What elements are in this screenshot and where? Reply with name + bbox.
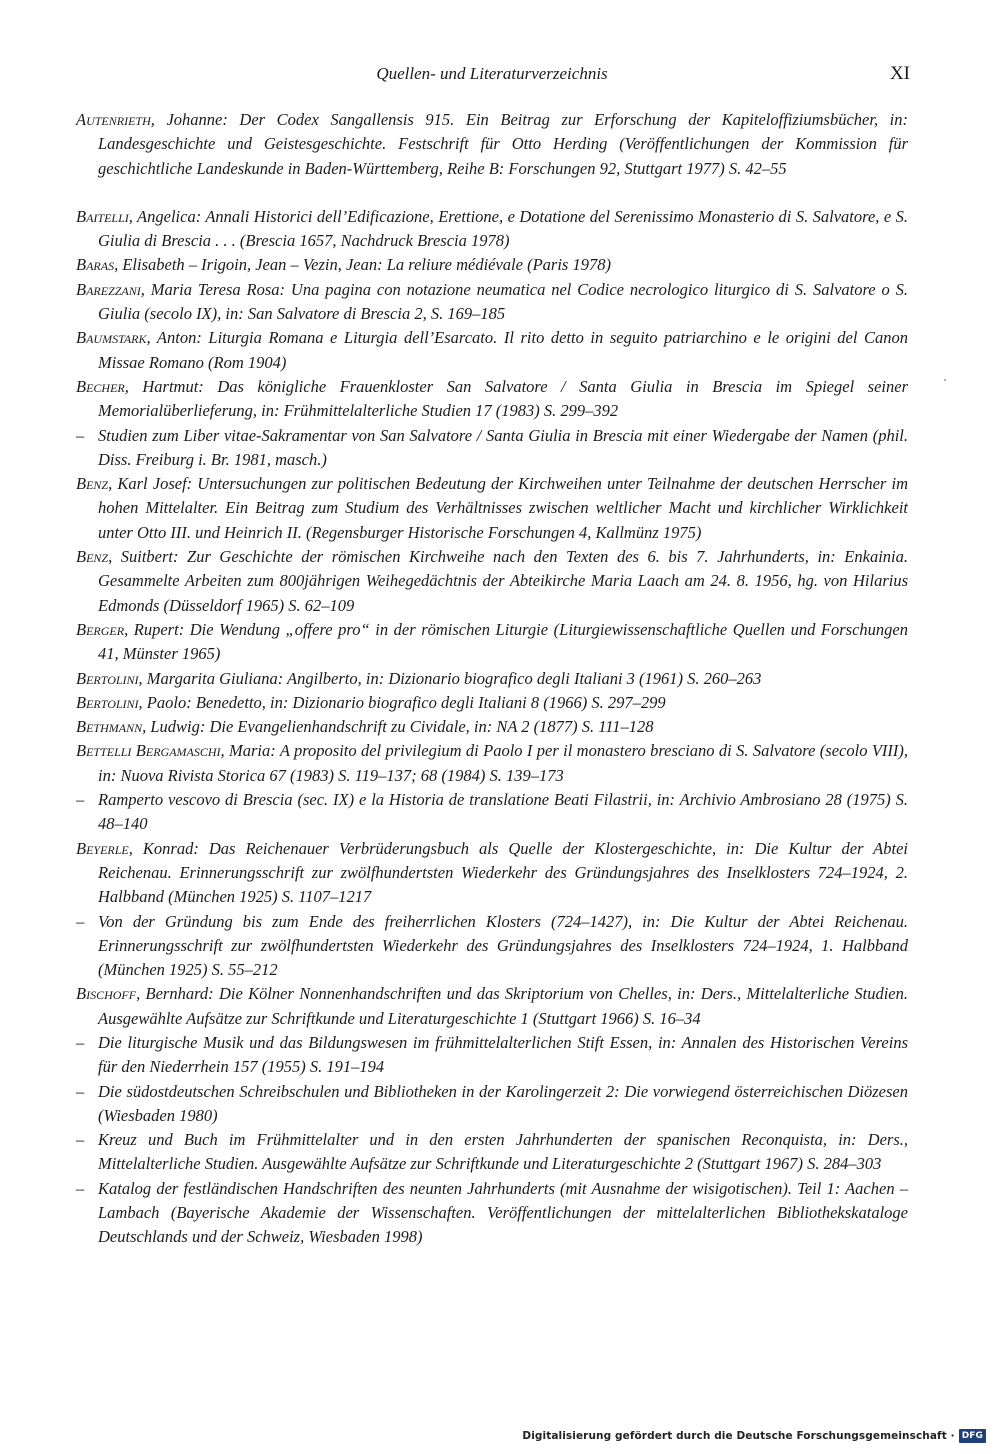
entry-text: Die liturgische Musik und das Bildungswesen im frühmittelalterlichen Stift Essen, in: Annalen des Historischen Vereins für den Niederrhein 157 (1955) S. 191–194 bbox=[98, 1032, 908, 1077]
entry-author: Bischoff bbox=[76, 984, 137, 1004]
dfg-logo: DFG bbox=[959, 1429, 986, 1443]
running-head bbox=[74, 64, 910, 88]
entry-text: , Maria: A proposito del privilegium di Paolo I per il monastero bresciano di S. Salvatore (secolo VIII), in: Nuova Rivista Storica 67 (1983) S. 119–137; 68 (1984) S. 139–173 bbox=[98, 741, 908, 785]
entry-text: , Hartmut: Das königliche Frauenkloster San Salvatore / Santa Giulia in Brescia im Spiegel seiner Memorialüberlieferung, in: Frühmittelalterliche Studien 17 (1983) S. 299–392 bbox=[98, 376, 908, 421]
entry-text: Katalog der festländischen Handschriften des neunten Jahrhunderts (mit Ausnahme der wisigotischen). Teil 1: Aachen – Lambach (Bayerische Akademie der Wissenschaften. Veröffentlichungen der mittelalterlichen Bibliothekskataloge Deutschlands und der Schweiz, Wiesbaden 1998) bbox=[98, 1178, 908, 1247]
entry-author: Beyerle bbox=[76, 838, 129, 858]
entry-dash: – bbox=[76, 425, 85, 445]
entry-text: Die südostdeutschen Schreibschulen und Bibliotheken in der Karolingerzeit 2: Die vorwiegend österreichischen Diözesen (Wiesbaden 1980) bbox=[98, 1081, 908, 1125]
entry-author: Barezzani bbox=[76, 279, 141, 299]
bibliography-entry bbox=[76, 982, 908, 1031]
footer-text: Digitalisierung gefördert durch die Deutsche Forschungsgemeinschaft · bbox=[522, 1430, 955, 1442]
entry-text: , Angelica: Annali Historici dell’Edificazione, Erettione, e Dotatione del Serenissimo Monasterio di S. Salvatore, e S. Giulia di Brescia . . . (Brescia 1657, Nachdruck Brescia 1978) bbox=[98, 206, 908, 251]
entry-text: Studien zum Liber vitae-Sakramentar von San Salvatore / Santa Giulia in Brescia mit einer Wiedergabe der Namen (phil. Diss. Freiburg i. Br. 1981, masch.) bbox=[98, 425, 908, 469]
bibliography-entry bbox=[76, 375, 908, 424]
entry-text: , Karl Josef: Untersuchungen zur politischen Bedeutung der Kirchweihen unter Teilnahme der deutschen Herrscher im hohen Mittelalter. Ein Beitrag zum Studium des Verhältnisses zwischen weltlicher Macht und kirchlicher Wirklichkeit unter Otto III. und Heinrich II. (Regensburger Historische Forschungen 4, Kallmünz 1975) bbox=[98, 474, 908, 542]
entry-author: Bethmann bbox=[76, 717, 143, 737]
bibliography-entry bbox=[76, 1128, 908, 1177]
entry-text: , Bernhard: Die Kölner Nonnenhandschriften und das Skriptorium von Chelles, in: Ders., Mittelalterliche Studien. Ausgewählte Aufsätze zur Schriftkunde und Literaturgeschichte 1 (Stuttgart 1966) S. 16–34 bbox=[98, 984, 908, 1028]
bibliography-entry bbox=[76, 472, 908, 545]
bibliography-entry bbox=[76, 788, 908, 837]
bibliography-entry bbox=[76, 739, 908, 788]
bibliography-list bbox=[76, 108, 908, 1250]
entry-author: Autenrieth bbox=[76, 110, 151, 129]
entry-author: Bettelli Bergamaschi bbox=[76, 741, 221, 761]
entry-text: Kreuz und Buch im Frühmittelalter und in den ersten Jahrhunderten der spanischen Reconquista, in: Ders., Mittelalterliche Studien. Ausgewählte Aufsätze zur Schriftkunde und Literaturgeschichte 2 (Stuttgart 1967) S. 284–303 bbox=[98, 1130, 908, 1174]
entry-author: Baumstark bbox=[76, 328, 147, 348]
bibliography-entry bbox=[76, 424, 908, 473]
entry-text: , Rupert: Die Wendung „offere pro“ in der römischen Liturgie (Liturgiewissenschaftliche Quellen und Forschungen 41, Münster 1965) bbox=[98, 619, 908, 664]
entry-text: , Paolo: Benedetto, in: Dizionario biografico degli Italiani 8 (1966) S. 297–299 bbox=[138, 692, 666, 712]
entry-text: , Anton: Liturgia Romana e Liturgia dell’Esarcato. Il rito detto in seguito patriarchino e le origini del Canon Missae Romano (Rom 1904) bbox=[98, 328, 908, 372]
entry-text: , Konrad: Das Reichenauer Verbrüderungsbuch als Quelle der Klostergeschichte, in: Die Kultur der Abtei Reichenau. Erinnerungsschrift zur zwölfhundertsten Wiederkehr des Gründungsjahres des Inselklosters 724–1924, 2. Halbband (München 1925) S. 1107–1217 bbox=[98, 838, 908, 907]
bibliography-entry bbox=[76, 326, 908, 375]
entry-text: , Suitbert: Zur Geschichte der römischen Kirchweihe nach den Texten des 6. bis 7. Jahrhunderts, in: Enkainia. Gesammelte Arbeiten zum 800jährigen Weihegedächtnis der Abteikirche Maria Laach am 24. 8. 1956, hg. von Hilarius Edmonds (Düsseldorf 1965) S. 62–109 bbox=[98, 547, 908, 615]
entry-dash: – bbox=[76, 1081, 85, 1101]
digitization-footer bbox=[522, 1428, 986, 1444]
running-title: Quellen- und Literaturverzeichnis bbox=[376, 64, 608, 83]
bibliography-entry bbox=[76, 618, 908, 667]
entry-text: , Maria Teresa Rosa: Una pagina con notazione neumatica nel Codice necrologico liturgico di S. Salvatore o S. Giulia (secolo IX), in: San Salvatore di Brescia 2, S. 169–185 bbox=[98, 279, 908, 324]
bibliography-entry bbox=[76, 667, 908, 691]
page-number: XI bbox=[889, 63, 910, 84]
entry-text: Von der Gründung bis zum Ende des freiherrlichen Klosters (724–1427), in: Die Kultur der Abtei Reichenau. Erinnerungsschrift zur zwölfhundertsten Wiederkehr des Gründungsjahres des Inselklosters 724–1924, 1. Halbband (München 1925) S. 55–212 bbox=[98, 911, 908, 980]
bibliography-entry bbox=[76, 253, 908, 277]
margin-mark bbox=[944, 379, 946, 381]
entry-text: Ramperto vescovo di Brescia (sec. IX) e la Historia de translatione Beati Filastrii, in: Archivio Ambrosiano 28 (1975) S. 48–140 bbox=[98, 790, 908, 834]
bibliography-entry bbox=[76, 278, 908, 327]
entry-dash: – bbox=[76, 790, 85, 810]
bibliography-entry bbox=[76, 108, 908, 181]
bibliography-entry bbox=[76, 1031, 908, 1080]
entry-author: Baras bbox=[76, 255, 115, 275]
entry-text: , Margarita Giuliana: Angilberto, in: Dizionario biografico degli Italiani 3 (1961) S. 260–263 bbox=[138, 668, 762, 688]
entry-text: , Ludwig: Die Evangelienhandschrift zu Cividale, in: NA 2 (1877) S. 111–128 bbox=[142, 717, 654, 737]
entry-text: , Johanne: Der Codex Sangallensis 915. Ein Beitrag zur Erforschung der Kapiteloffiziumsbücher, in: Landesgeschichte und Geistesgeschichte. Festschrift für Otto Herding (Veröffentlichungen der Kommission für geschichtliche Landeskunde in Baden-Württemberg, Reihe B: Forschungen 92, Stuttgart 1977) S. 42–55 bbox=[98, 110, 908, 178]
bibliography-entry bbox=[76, 837, 908, 910]
bibliography-entry bbox=[76, 1080, 908, 1129]
entry-author: Bertolini bbox=[76, 692, 139, 712]
entry-author: Benz bbox=[76, 547, 109, 567]
bibliography-entry bbox=[76, 715, 908, 739]
bibliography-entry bbox=[76, 1177, 908, 1250]
entry-author: Becher bbox=[76, 376, 125, 396]
bibliography-entry bbox=[76, 910, 908, 983]
entry-text: , Elisabeth – Irigoin, Jean – Vezin, Jean: La reliure médiévale (Paris 1978) bbox=[114, 255, 611, 275]
entry-author: Berger bbox=[76, 619, 125, 639]
entry-dash: – bbox=[76, 1032, 85, 1052]
entry-dash: – bbox=[76, 911, 85, 931]
entry-dash: – bbox=[76, 1130, 85, 1150]
bibliography-entry bbox=[76, 205, 908, 254]
bibliography-entry bbox=[76, 545, 908, 618]
entry-author: Baitelli bbox=[76, 206, 129, 226]
entry-author: Benz bbox=[76, 474, 109, 494]
entry-dash: – bbox=[76, 1178, 85, 1198]
bibliography-entry bbox=[76, 691, 908, 715]
entry-author: Bertolini bbox=[76, 668, 139, 688]
